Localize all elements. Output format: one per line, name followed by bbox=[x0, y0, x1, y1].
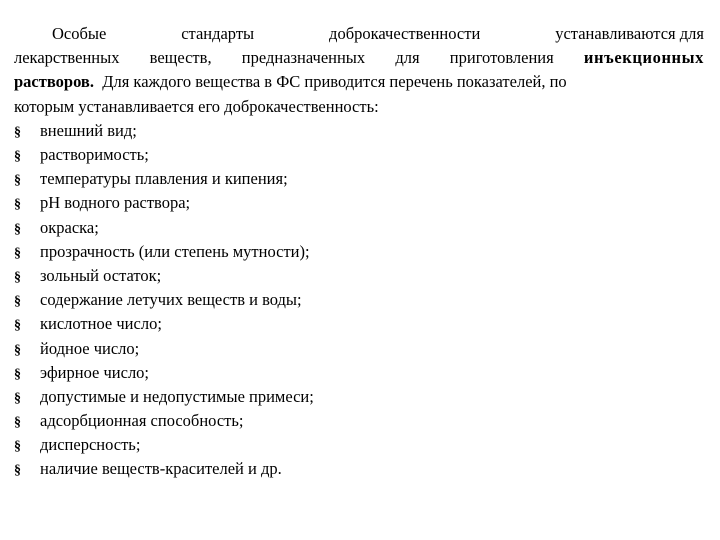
bold-term: инъекционных bbox=[583, 48, 704, 68]
list-item-text: наличие веществ-красителей и др. bbox=[40, 459, 282, 479]
list-item bbox=[14, 119, 704, 143]
list-item-text: внешний вид; bbox=[40, 120, 137, 140]
paragraph-line-2 bbox=[14, 46, 704, 70]
word: Особые bbox=[52, 24, 107, 43]
bullet-icon: § bbox=[14, 269, 21, 285]
list-item bbox=[14, 361, 704, 385]
document-body bbox=[14, 22, 704, 482]
list-item bbox=[14, 457, 704, 481]
paragraph-line-4: которым устанавливается его доброкачественность: bbox=[14, 96, 379, 116]
list-item-text: содержание летучих веществ и воды; bbox=[40, 290, 302, 310]
list-item bbox=[14, 216, 704, 240]
bullet-icon: § bbox=[14, 294, 21, 310]
list-item bbox=[14, 312, 704, 336]
list-item-text: окраска; bbox=[40, 217, 99, 237]
word: для bbox=[395, 48, 420, 68]
list-item bbox=[14, 288, 704, 312]
line-text: Для каждого вещества в ФС приводится перечень показателей, по bbox=[93, 72, 567, 92]
list-item bbox=[14, 409, 704, 433]
list-item bbox=[14, 385, 704, 409]
bullet-icon: § bbox=[14, 390, 21, 406]
bullet-icon: § bbox=[14, 439, 21, 455]
list-item-text: растворимость; bbox=[40, 145, 149, 164]
word: веществ, bbox=[149, 48, 212, 68]
list-item-text: температуры плавления и кипения; bbox=[40, 169, 288, 189]
word: приготовления bbox=[449, 48, 554, 68]
list-item bbox=[14, 240, 704, 264]
bullet-icon: § bbox=[14, 197, 21, 213]
indicator-list bbox=[14, 119, 704, 482]
bullet-icon: § bbox=[14, 149, 21, 164]
list-item-text: эфирное число; bbox=[40, 362, 150, 382]
list-item-text: дисперсность; bbox=[40, 435, 141, 455]
bullet-icon: § bbox=[14, 415, 21, 431]
list-item-text: йодное число; bbox=[40, 338, 140, 358]
intro-paragraph bbox=[14, 22, 704, 119]
bullet-icon: § bbox=[14, 318, 21, 334]
word: устанавливаются для bbox=[555, 24, 704, 43]
list-item bbox=[14, 143, 704, 167]
word: доброкачественности bbox=[329, 24, 481, 43]
bullet-icon: § bbox=[14, 463, 21, 479]
bullet-icon: § bbox=[14, 342, 21, 358]
word: предназначенных bbox=[241, 48, 366, 68]
list-item bbox=[14, 433, 704, 457]
list-item bbox=[14, 337, 704, 361]
list-item-text: допустимые и недопустимые примеси; bbox=[40, 386, 314, 406]
bullet-icon: § bbox=[14, 366, 21, 382]
word: лекарственных bbox=[14, 48, 120, 68]
list-item bbox=[14, 191, 704, 215]
bullet-icon: § bbox=[14, 245, 21, 261]
bullet-icon: § bbox=[14, 173, 21, 189]
list-item-text: зольный остаток; bbox=[40, 265, 162, 285]
list-item-text: адсорбционная способность; bbox=[40, 411, 244, 431]
bullet-icon: § bbox=[14, 124, 21, 140]
bold-term: растворов. bbox=[14, 72, 94, 92]
list-item-text: кислотное число; bbox=[40, 314, 162, 334]
list-item bbox=[14, 167, 704, 191]
paragraph-line-1 bbox=[14, 22, 704, 46]
bullet-icon: § bbox=[14, 221, 21, 237]
word: стандарты bbox=[181, 24, 255, 43]
list-item-text: прозрачность (или степень мутности); bbox=[40, 241, 310, 261]
paragraph-line-3 bbox=[14, 70, 704, 94]
list-item bbox=[14, 264, 704, 288]
list-item-text: pH водного раствора; bbox=[40, 193, 191, 213]
